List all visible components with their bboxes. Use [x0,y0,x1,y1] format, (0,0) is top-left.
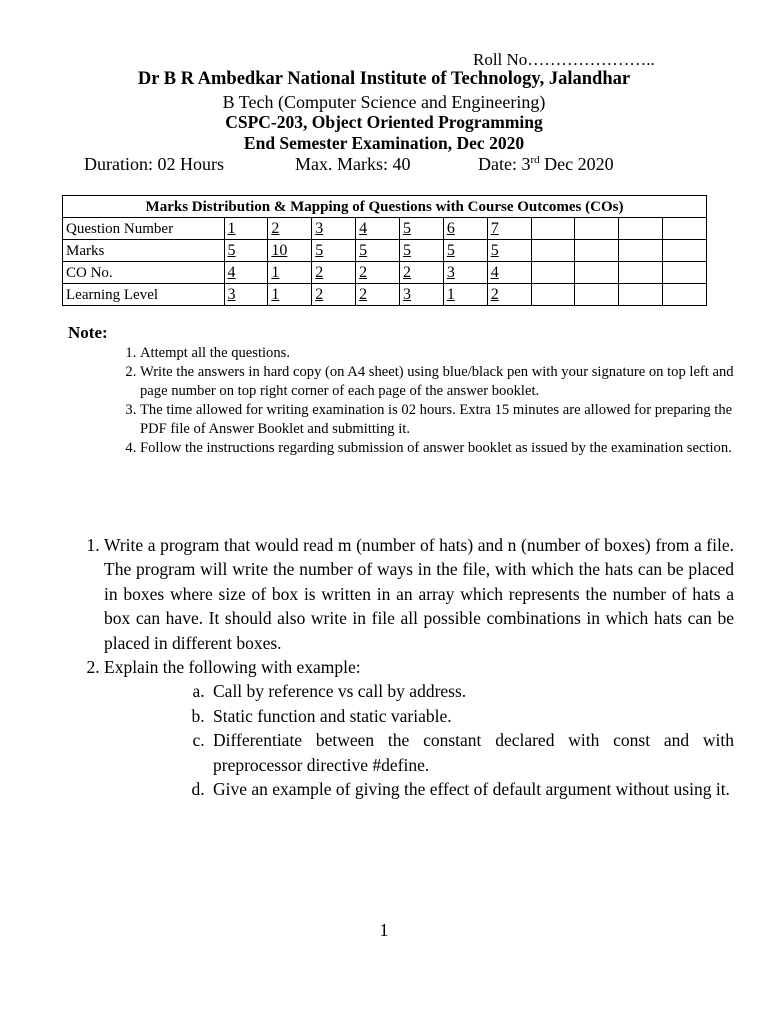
table-cell: 3 [399,284,443,306]
list-item: 1. Attempt all the questions. [140,344,735,363]
table-cell: 1 [268,284,312,306]
table-cell: 1 [224,218,268,240]
table-cell [663,240,707,262]
list-item: 3. The time allowed for writing examination is 02 hours. Extra 15 minutes are allowed for preparing the PDF file of Answer Booklet and submitting it. [140,401,735,439]
table-cell: 5 [399,218,443,240]
table-cell: 2 [399,262,443,284]
table-cell: 5 [224,240,268,262]
marks-distribution-table [62,195,707,306]
exam-date: Date: 3rd Dec 2020 [478,154,614,174]
table-cell [619,262,663,284]
exam-title: End Semester Examination, Dec 2020 [243,133,525,153]
table-cell [663,262,707,284]
table-cell: 1 [268,262,312,284]
question-list [70,533,734,801]
row-label: Marks [63,240,225,262]
table-cell [575,218,619,240]
note-list [107,344,735,458]
roll-number-field: Roll No………………….. [473,50,655,69]
table-cell: 2 [312,262,356,284]
question-1 [104,533,734,655]
table-cell: 6 [443,218,487,240]
table-cell: 5 [399,240,443,262]
note-heading: Note: [68,323,108,342]
table-cell: 5 [487,240,531,262]
table-cell: 5 [443,240,487,262]
table-cell: 2 [312,284,356,306]
program-name: B Tech (Computer Science and Engineering) [222,92,546,112]
table-cell [619,240,663,262]
exam-max-marks: Max. Marks: 40 [295,154,411,174]
row-label: CO No. [63,262,225,284]
question-text: Write a program that would read m (number of hats) and n (number of boxes) from a file. The program will write the number of ways in the file, with which the hats can be placed in boxes where size of box is written in an array which represents the number of hats a box can have. It should also write in file all possible combinations in which hats can be placed in different boxes. [104,535,734,653]
page-number: 1 [379,920,389,940]
table-cell: 7 [487,218,531,240]
table-cell: 2 [268,218,312,240]
table-cell: 2 [487,284,531,306]
table-cell: 5 [312,240,356,262]
table-cell [575,262,619,284]
table-cell: 5 [356,240,400,262]
list-item: 4. Follow the instructions regarding submission of answer booklet as issued by the examination section. [140,439,735,458]
list-item: d. Give an example of giving the effect of default argument without using it. [209,777,734,801]
list-item: b. Static function and static variable. [209,704,734,728]
question-text: Explain the following with example: [104,657,361,678]
table-cell: 2 [356,284,400,306]
table-cell: 3 [443,262,487,284]
table-row [63,284,707,306]
table-cell: 1 [443,284,487,306]
table-row [63,262,707,284]
table-cell [531,284,575,306]
row-label: Learning Level [63,284,225,306]
question-2 [104,655,734,801]
table-caption: Marks Distribution & Mapping of Questions with Course Outcomes (COs) [63,196,707,218]
table-cell: 4 [224,262,268,284]
table-cell [619,218,663,240]
table-cell: 10 [268,240,312,262]
table-cell [531,262,575,284]
list-item: c. Differentiate between the constant declared with const and with preprocessor directive #define. [209,728,734,777]
table-cell: 3 [224,284,268,306]
table-cell: 4 [356,218,400,240]
list-item: 2. Write the answers in hard copy (on A4 sheet) using blue/black pen with your signature on top left and page number on top right corner of each page of the answer booklet. [140,363,735,401]
question-2-parts [104,679,734,801]
table-cell: 2 [356,262,400,284]
table-cell [531,218,575,240]
list-item: a. Call by reference vs call by address. [209,679,734,703]
table-cell [663,284,707,306]
table-cell: 3 [312,218,356,240]
table-row [63,240,707,262]
exam-duration: Duration: 02 Hours [84,154,224,174]
course-title: CSPC-203, Object Oriented Programming [225,112,543,132]
table-cell [575,284,619,306]
table-cell [619,284,663,306]
table-cell [531,240,575,262]
row-label: Question Number [63,218,225,240]
institute-name: Dr B R Ambedkar National Institute of Technology, Jalandhar [137,69,631,89]
table-row [63,218,707,240]
table-caption-row [63,196,707,218]
table-cell [663,218,707,240]
table-cell [575,240,619,262]
table-cell: 4 [487,262,531,284]
